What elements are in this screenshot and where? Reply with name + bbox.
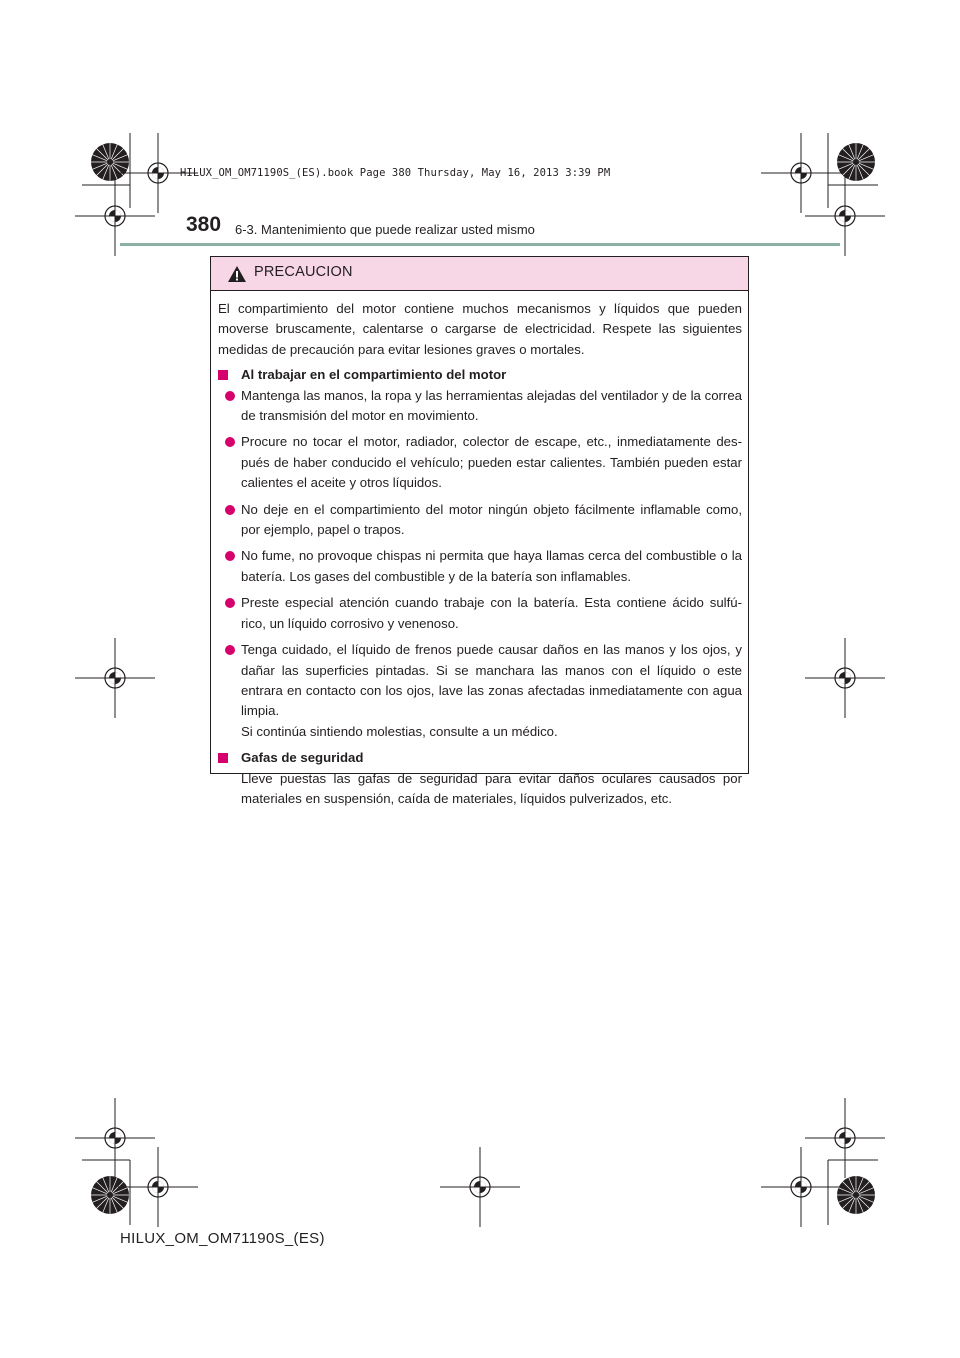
caution-header: [211, 257, 748, 291]
list-item: No deje en el compartimiento del motor ningún objeto fácilmente inflamable como, por ejemplo, papel o trapos.: [218, 500, 742, 541]
square-bullet-icon: [218, 753, 228, 763]
circle-bullet-icon: [225, 505, 235, 515]
warning-icon: [227, 265, 247, 283]
caution-title: PRECAUCION: [254, 264, 353, 280]
circle-bullet-icon: [225, 645, 235, 655]
section-heading-engine: Al trabajar en el compartimiento del motor: [218, 365, 742, 385]
footer-doc-code: HILUX_OM_OM71190S_(ES): [120, 1230, 325, 1247]
list-item: Mantenga las manos, la ropa y las herramientas alejadas del ventilador y de la correa de transmisión del motor en movimiento.: [218, 386, 742, 427]
circle-bullet-icon: [225, 551, 235, 561]
header-rule: [120, 243, 840, 246]
section-heading-goggles: Gafas de seguridad: [218, 748, 742, 768]
list-item: Tenga cuidado, el líquido de frenos puede causar daños en las manos y los ojos, y dañar las superficies pintadas. Si se manchara las manos con el líquido o este entrara en contacto con los ojos, lave las zonas afectadas inmediatamente con agua limpia.: [218, 640, 742, 722]
circle-bullet-icon: [225, 598, 235, 608]
list-item: Procure no tocar el motor, radiador, colector de escape, etc., inmediatamente des-pués de haber conducido el vehículo; pueden estar calientes. También pueden estar calientes el aceite y otros líquidos.: [218, 432, 742, 493]
caution-intro: El compartimiento del motor contiene muchos mecanismos y líquidos que pueden moverse bruscamente, calentarse o cargarse de electricidad. Respete las siguientes medidas de precaución para evitar lesiones graves o mortales.: [218, 301, 742, 357]
print-info-line: HILUX_OM_OM71190S_(ES).book Page 380 Thursday, May 16, 2013 3:39 PM: [180, 167, 611, 179]
caution-body: [218, 299, 742, 809]
section-title: 6-3. Mantenimiento que puede realizar usted mismo: [235, 222, 535, 237]
list-item-extra: Si continúa sintiendo molestias, consulte a un médico.: [241, 723, 558, 739]
circle-bullet-icon: [225, 437, 235, 447]
square-bullet-icon: [218, 370, 228, 380]
circle-bullet-icon: [225, 391, 235, 401]
list-item: Preste especial atención cuando trabaje con la batería. Esta contiene ácido sulfú-rico, un líquido corrosivo y venenoso.: [218, 593, 742, 634]
goggles-text: Lleve puestas las gafas de seguridad para evitar daños oculares causados por materiales en suspensión, caída de materiales, líquidos pulverizados, etc.: [241, 770, 742, 806]
list-item: No fume, no provoque chispas ni permita que haya llamas cerca del combustible o la batería. Los gases del combustible y de la batería son inflamables.: [218, 546, 742, 587]
page-number: 380: [186, 213, 222, 236]
caution-box: [210, 256, 749, 806]
